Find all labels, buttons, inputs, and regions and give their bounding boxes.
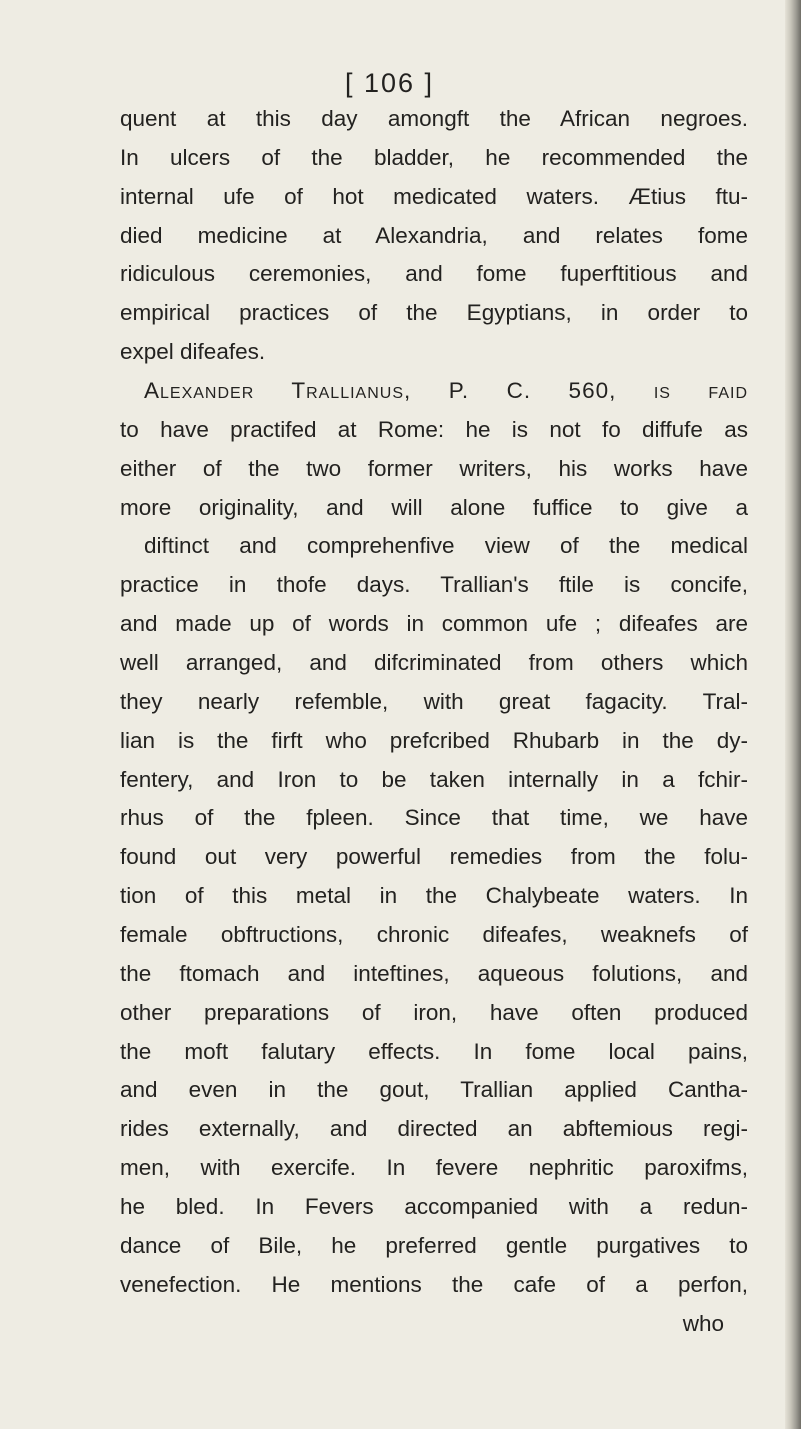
text-line: rides externally, and directed an abftemious regi-: [120, 1116, 748, 1142]
text-line: In ulcers of the bladder, he recommended the: [120, 144, 748, 170]
text-line: they nearly refemble, with great fagacity. Tral-: [120, 688, 748, 714]
text-line: either of the two former writers, his works have: [120, 455, 748, 481]
catchword: who: [682, 1310, 724, 1336]
text-line: fentery, and Iron to be taken internally in a fchir-: [120, 766, 748, 792]
text-line: female obftructions, chronic difeafes, weaknefs of: [120, 922, 748, 948]
text-line: the ftomach and inteftines, aqueous folutions, and: [120, 960, 748, 986]
text-line: ridiculous ceremonies, and fome fuperftitious and: [120, 261, 748, 287]
text-line: well arranged, and difcriminated from others which: [120, 650, 748, 676]
text-line: he bled. In Fevers accompanied with a redun-: [120, 1194, 748, 1220]
text-line: expel difeafes.: [120, 339, 266, 365]
text-line: men, with exercife. In fevere nephritic paroxifms,: [120, 1155, 748, 1181]
text-line: internal ufe of hot medicated waters. Ætius ftu-: [120, 183, 748, 209]
text-line: and made up of words in common ufe ; difeafes are: [120, 611, 748, 637]
text-line: rhus of the fpleen. Since that time, we have: [120, 805, 748, 831]
text-line: died medicine at Alexandria, and relates fome: [120, 222, 748, 248]
body-text: [120, 100, 748, 1344]
text-line: tion of this metal in the Chalybeate waters. In: [120, 883, 748, 909]
text-line: quent at this day amongft the African negroes.: [120, 106, 748, 131]
text-line: to have practifed at Rome: he is not fo diffufe as: [120, 416, 748, 442]
text-line: other preparations of iron, have often produced: [120, 999, 748, 1025]
text-line: venefection. He mentions the cafe of a perfon,: [120, 1271, 748, 1297]
text-line: dance of Bile, he preferred gentle purgatives to: [120, 1232, 748, 1258]
page-edge-shadow: [785, 0, 801, 1429]
text-line: empirical practices of the Egyptians, in order to: [120, 300, 748, 326]
text-line: diftinct and comprehenfive view of the medical: [144, 533, 748, 559]
text-line: found out very powerful remedies from the folu-: [120, 844, 748, 870]
text-line: more originality, and will alone fuffice to give a: [120, 494, 748, 520]
text-line: practice in thofe days. Trallian's ftile is concife,: [120, 572, 748, 598]
page-number: [ 106 ]: [344, 68, 435, 98]
text-line: the moft falutary effects. In fome local pains,: [120, 1038, 748, 1064]
text-line: Alexander Trallianus, P. C. 560, is faid: [144, 378, 748, 404]
text-line: and even in the gout, Trallian applied Cantha-: [120, 1077, 748, 1103]
page-header: [0, 68, 801, 99]
text-line: lian is the firft who prefcribed Rhubarb in the dy-: [120, 727, 748, 753]
